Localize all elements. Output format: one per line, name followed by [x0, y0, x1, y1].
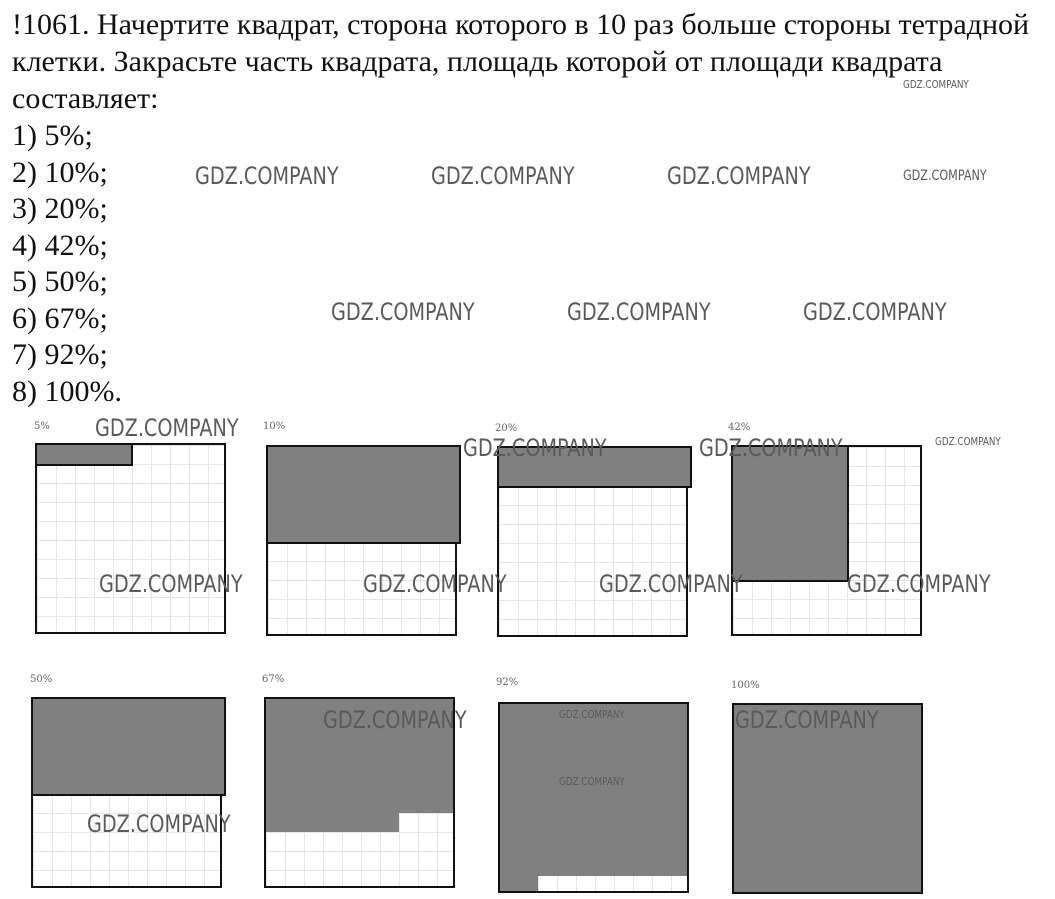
- watermark: GDZ.COMPANY: [99, 570, 243, 598]
- square-label-42: 42%: [728, 422, 751, 433]
- option-2: 2) 10%;: [12, 155, 108, 189]
- shaded-region: [35, 443, 133, 466]
- watermark: GDZ.COMPANY: [903, 168, 987, 184]
- watermark: GDZ.COMPANY: [935, 435, 1001, 448]
- square-42-percent: [731, 445, 922, 636]
- watermark: GDZ.COMPANY: [667, 162, 811, 190]
- shaded-region: [31, 697, 226, 796]
- square-label-92: 92%: [496, 677, 519, 688]
- square-label-10: 10%: [263, 421, 286, 432]
- shaded-region: [500, 704, 687, 876]
- watermark: GDZ.COMPANY: [195, 162, 339, 190]
- task-statement: !1061. Начертите квадрат, сторона которого в 10 раз больше стороны тетрадной клетки. Закрасьте часть квадрата, площадь которой от площади квадрата составляет:: [12, 8, 1030, 115]
- watermark: GDZ.COMPANY: [559, 708, 625, 721]
- option-7: 7) 92%;: [12, 338, 108, 371]
- option-8: 8) 100%.: [12, 374, 122, 408]
- watermark: GDZ.COMPANY: [847, 570, 991, 598]
- option-3: 3) 20%;: [12, 192, 108, 225]
- watermark: GDZ.COMPANY: [87, 810, 231, 838]
- shaded-region: [266, 445, 461, 544]
- watermark: GDZ.COMPANY: [599, 570, 743, 598]
- square-label-5: 5%: [34, 421, 50, 432]
- square-50-percent: [31, 697, 222, 888]
- option-1: 1) 5%;: [12, 119, 93, 152]
- square-label-20: 20%: [495, 423, 518, 434]
- square-5-percent: [35, 443, 226, 634]
- watermark: GDZ.COMPANY: [331, 298, 475, 326]
- shaded-region: [731, 445, 849, 582]
- watermark: GDZ.COMPANY: [559, 775, 625, 788]
- square-label-50: 50%: [30, 674, 53, 685]
- square-10-percent: [266, 445, 457, 636]
- shaded-region-step: [266, 813, 399, 832]
- square-label-67: 67%: [262, 674, 285, 685]
- watermark: GDZ.COMPANY: [803, 298, 947, 326]
- watermark: GDZ.COMPANY: [735, 706, 879, 734]
- watermark: GDZ.COMPANY: [903, 78, 969, 91]
- option-6: 6) 67%;: [12, 301, 108, 335]
- task-text: [12, 6, 1047, 409]
- square-20-percent: [497, 446, 688, 637]
- shaded-region-corner: [500, 876, 538, 891]
- watermark: GDZ.COMPANY: [567, 298, 711, 326]
- watermark: GDZ.COMPANY: [699, 434, 843, 462]
- answer-options: [12, 117, 1047, 409]
- square-92-percent: [498, 702, 689, 893]
- option-4: 4) 42%;: [12, 228, 108, 262]
- watermark: GDZ.COMPANY: [463, 434, 607, 462]
- watermark: GDZ.COMPANY: [431, 162, 575, 190]
- watermark: GDZ.COMPANY: [363, 570, 507, 598]
- watermark: GDZ.COMPANY: [95, 414, 239, 442]
- watermark: GDZ.COMPANY: [323, 706, 467, 734]
- square-label-100: 100%: [731, 680, 760, 691]
- option-5: 5) 50%;: [12, 265, 108, 298]
